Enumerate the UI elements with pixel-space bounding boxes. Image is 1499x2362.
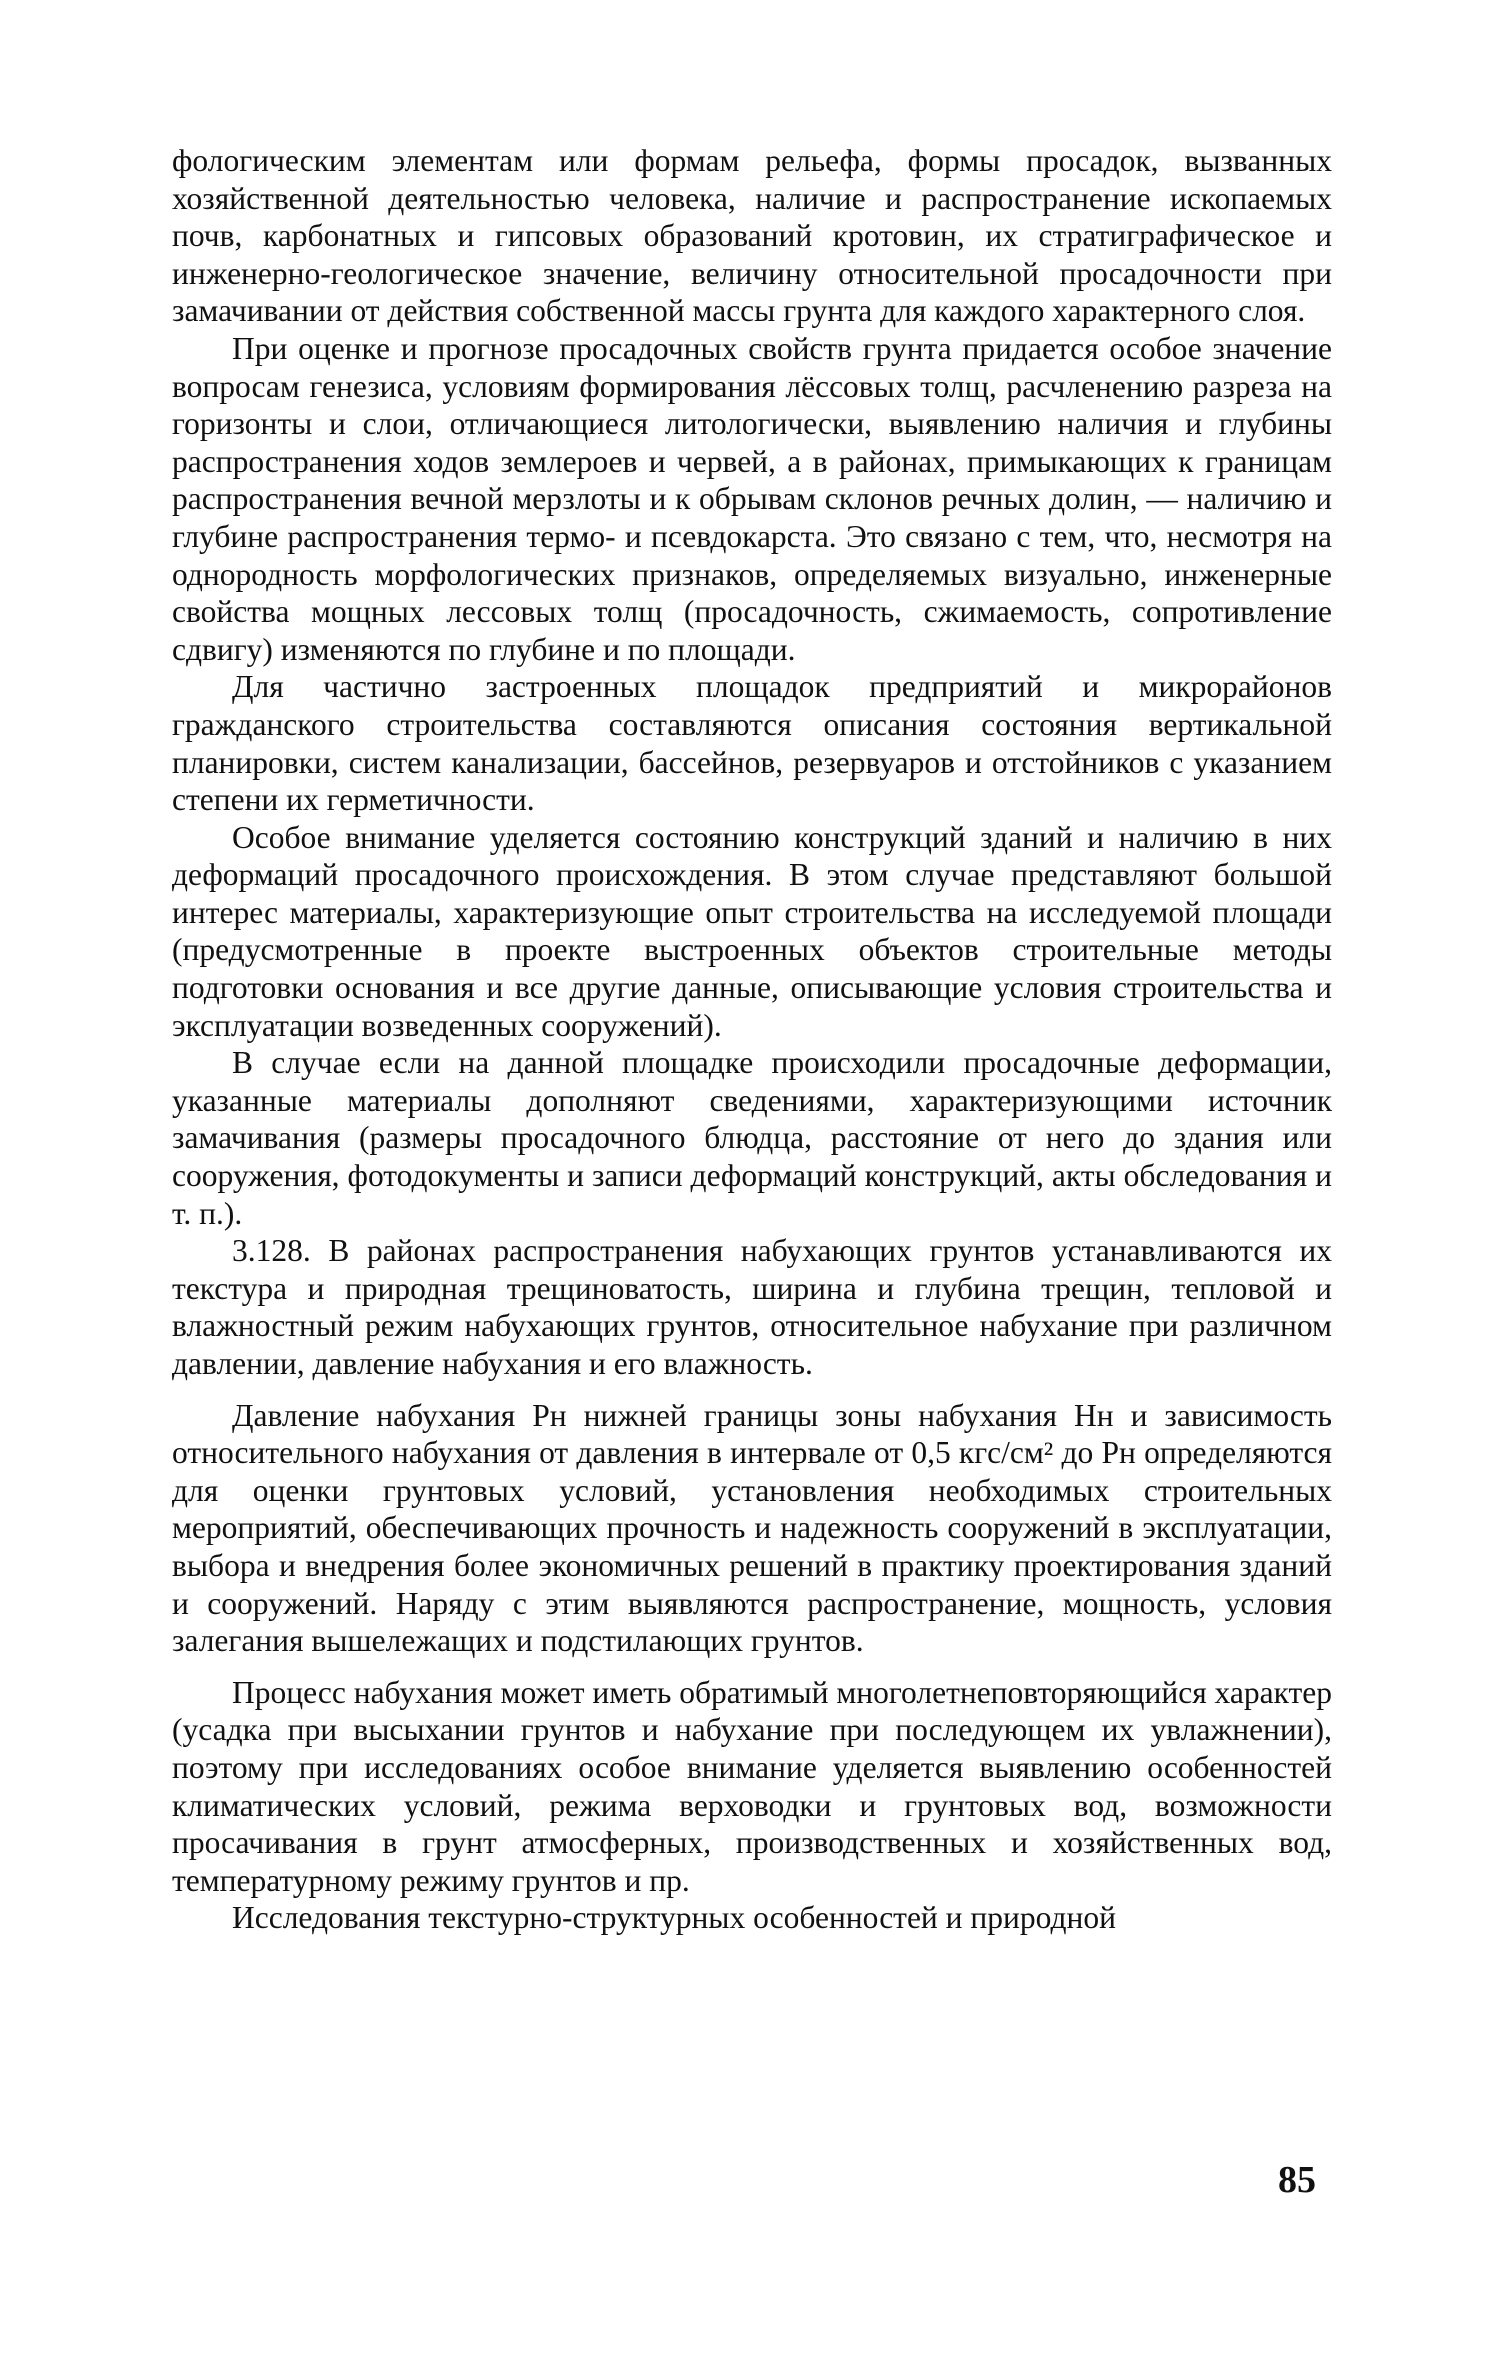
paragraph-7: Давление набухания Pн нижней границы зоны набухания Hн и зависимость относительного набухания от давления в интервале от 0,5 кгс/см² до Pн определяются для оценки грунтовых условий, установления необходимых строительных мероприятий, обеспечивающих прочность и надежность сооружений в эксплуатации, выбора и внедрения более экономичных решений в практику проектирования зданий и сооружений. Наряду с этим выявляются распространение, мощность, условия залегания вышележащих и подстилающих грунтов. — [172, 1397, 1332, 1659]
paragraph-4: Особое внимание уделяется состоянию конструкций зданий и наличию в них деформаций просадочного происхождения. В этом случае представляют большой интерес материалы, характеризующие опыт строительства на исследуемой площади (предусмотренные в проекте выстроенных объектов строительные методы подготовки основания и все другие данные, описывающие условия строительства и эксплуатации возведенных сооружений). — [172, 819, 1332, 1043]
paragraph-8: Процесс набухания может иметь обратимый многолетнеповторяющийся характер (усадка при высыхании грунтов и набухание при последующем их увлажнении), поэтому при исследованиях особое внимание уделяется выявлению особенностей климатических условий, режима верховодки и грунтовых вод, возможности просачивания в грунт атмосферных, производственных и хозяйственных вод, температурному режиму грунтов и пр. — [172, 1674, 1332, 1898]
page-body — [172, 142, 1332, 1937]
paragraph-6-section-3-128: 3.128. В районах распространения набухающих грунтов устанавливаются их текстура и природная трещиноватость, ширина и глубина трещин, тепловой и влажностный режим набухающих грунтов, относительное набухание при различном давлении, давление набухания и его влажность. — [172, 1233, 1332, 1381]
paragraph-3: Для частично застроенных площадок предприятий и микрорайонов гражданского строительства составляются описания состояния вертикальной планировки, систем канализации, бассейнов, резервуаров и отстойников с указанием степени их герметичности. — [172, 669, 1332, 818]
paragraph-1: фологическим элементам или формам рельефа, формы просадок, вызванных хозяйственной деятельностью человека, наличие и распространение ископаемых почв, карбонатных и гипсовых образований кротовин, их стратиграфическое и инженерно-геологическое значение, величину относительной просадочности при замачивании от действия собственной массы грунта для каждого характерного слоя. — [172, 143, 1332, 329]
paragraph-9: Исследования текстурно-структурных особенностей и природной — [232, 1900, 1116, 1936]
paragraph-5: В случае если на данной площадке происходили просадочные деформации, указанные материалы дополняют сведениями, характеризующими источник замачивания (размеры просадочного блюдца, расстояние от него до здания или сооружения, фотодокументы и записи деформаций конструкций, акты обследования и т. п.). — [172, 1045, 1332, 1231]
paragraph-2: При оценке и прогнозе просадочных свойств грунта придается особое значение вопросам генезиса, условиям формирования лёссовых толщ, расчленению разреза на горизонты и слои, отличающиеся литологически, выявлению наличия и глубины распространения ходов землероев и червей, а в районах, примыкающих к границам распространения вечной мерзлоты и к обрывам склонов речных долин, — наличию и глубине распространения термо- и псевдокарста. Это связано с тем, что, несмотря на однородность морфологических признаков, определяемых визуально, инженерные свойства мощных лессовых толщ (просадочность, сжимаемость, сопротивление сдвигу) изменяются по глубине и по площади. — [172, 330, 1332, 667]
page-number: 85 — [1278, 2159, 1316, 2201]
